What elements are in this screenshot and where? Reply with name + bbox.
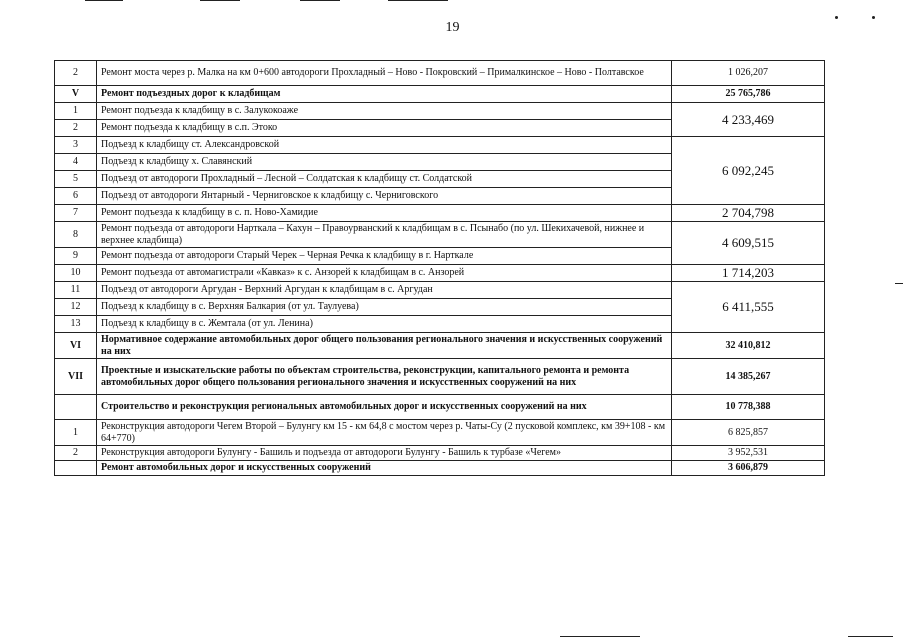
scan-artifact-dot xyxy=(835,16,838,19)
table-row xyxy=(55,137,825,154)
row-description: Ремонт подъезда к кладбищу в с.п. Этоко xyxy=(97,120,672,137)
row-value: 1 026,207 xyxy=(672,61,825,86)
row-description: Ремонт подъезда к кладбищу в с. Залукокоаже xyxy=(97,103,672,120)
row-value: 6 092,245 xyxy=(672,137,825,205)
row-value: 1 714,203 xyxy=(672,265,825,282)
row-description: Подъезд от автодороги Аргудан - Верхний Аргудан к кладбищам в с. Аргудан xyxy=(97,282,672,299)
row-description: Подъезд к кладбищу ст. Александровской xyxy=(97,137,672,154)
row-number: 3 xyxy=(55,137,97,154)
scan-artifact-line xyxy=(300,0,340,1)
row-number: 12 xyxy=(55,299,97,316)
row-number: VI xyxy=(55,333,97,359)
row-number: 7 xyxy=(55,205,97,222)
row-number: 1 xyxy=(55,420,97,446)
row-description: Реконструкция автодороги Чегем Второй – Булунгу км 15 - км 64,8 с мостом через р. Чаты-Су (2 пусковой комплекс, км 39+108 - км 64+770) xyxy=(97,420,672,446)
scan-artifact-line xyxy=(560,636,640,637)
table-row xyxy=(55,395,825,420)
row-number: 2 xyxy=(55,446,97,461)
table-row xyxy=(55,282,825,299)
scan-artifact-line xyxy=(848,636,893,637)
table-row xyxy=(55,222,825,248)
row-number: 9 xyxy=(55,248,97,265)
row-number: 2 xyxy=(55,120,97,137)
row-description: Реконструкция автодороги Булунгу - Башиль и подъезда от автодороги Булунгу - Башиль к турбазе «Чегем» xyxy=(97,446,672,461)
table-row xyxy=(55,333,825,359)
row-description: Ремонт подъезда от автодороги Старый Черек – Черная Речка к кладбищу в г. Нарткале xyxy=(97,248,672,265)
row-value: 6 411,555 xyxy=(672,282,825,333)
row-value: 4 609,515 xyxy=(672,222,825,265)
scan-artifact-dot xyxy=(872,16,875,19)
row-number: V xyxy=(55,86,97,103)
row-value: 6 825,857 xyxy=(672,420,825,446)
row-description: Ремонт автомобильных дорог и искусственных сооружений xyxy=(97,461,672,476)
row-value: 25 765,786 xyxy=(672,86,825,103)
row-number xyxy=(55,461,97,476)
row-description: Строительство и реконструкция региональных автомобильных дорог и искусственных сооружений на них xyxy=(97,395,672,420)
row-description: Подъезд к кладбищу в с. Жемтала (от ул. Ленина) xyxy=(97,316,672,333)
table-row xyxy=(55,359,825,395)
row-description: Ремонт подъезда к кладбищу в с. п. Ново-Хамидие xyxy=(97,205,672,222)
row-value: 32 410,812 xyxy=(672,333,825,359)
scan-artifact-line xyxy=(200,0,240,1)
table-row xyxy=(55,205,825,222)
row-description: Ремонт подъездных дорог к кладбищам xyxy=(97,86,672,103)
table-row xyxy=(55,86,825,103)
row-description: Нормативное содержание автомобильных дорог общего пользования регионального значения и искусственных сооружений на них xyxy=(97,333,672,359)
row-number: 5 xyxy=(55,171,97,188)
table-row xyxy=(55,420,825,446)
table-row xyxy=(55,61,825,86)
table-row xyxy=(55,461,825,476)
row-number: 1 xyxy=(55,103,97,120)
row-value: 2 704,798 xyxy=(672,205,825,222)
row-description: Подъезд от автодороги Прохладный – Лесной – Солдатская к кладбищу ст. Солдатской xyxy=(97,171,672,188)
scan-artifact-line xyxy=(895,283,903,284)
row-description: Ремонт подъезда от автодороги Нарткала – Кахун – Правоурванский к кладбищам в с. Псынабо (по ул. Шекихачевой, нижнее и верхнее кладбища) xyxy=(97,222,672,248)
row-number: 11 xyxy=(55,282,97,299)
row-number: 8 xyxy=(55,222,97,248)
row-description: Ремонт моста через р. Малка на км 0+600 автодороги Прохладный – Ново - Покровский – Прималкинское – Ново - Полтавское xyxy=(97,61,672,86)
row-description: Подъезд к кладбищу х. Славянский xyxy=(97,154,672,171)
row-value: 3 952,531 xyxy=(672,446,825,461)
budget-table xyxy=(54,60,825,476)
row-value: 14 385,267 xyxy=(672,359,825,395)
row-number: VII xyxy=(55,359,97,395)
row-description: Ремонт подъезда от автомагистрали «Кавказ» к с. Анзорей к кладбищам в с. Анзорей xyxy=(97,265,672,282)
row-value: 3 606,879 xyxy=(672,461,825,476)
scan-artifact-line xyxy=(388,0,448,1)
row-description: Проектные и изыскательские работы по объектам строительства, реконструкции, капитального ремонта и ремонта автомобильных дорог общего пользования регионального значения и искусственных сооружений на них xyxy=(97,359,672,395)
row-description: Подъезд к кладбищу в с. Верхняя Балкария (от ул. Таулуева) xyxy=(97,299,672,316)
row-number: 4 xyxy=(55,154,97,171)
page-number: 19 xyxy=(445,20,460,35)
row-number: 2 xyxy=(55,61,97,86)
row-value: 10 778,388 xyxy=(672,395,825,420)
row-number: 13 xyxy=(55,316,97,333)
table-row xyxy=(55,446,825,461)
table-row xyxy=(55,265,825,282)
row-number xyxy=(55,395,97,420)
row-number: 10 xyxy=(55,265,97,282)
scan-artifact-line xyxy=(85,0,123,1)
row-description: Подъезд от автодороги Янтарный - Черниговское к кладбищу с. Черниговского xyxy=(97,188,672,205)
row-number: 6 xyxy=(55,188,97,205)
row-value: 4 233,469 xyxy=(672,103,825,137)
table-row xyxy=(55,103,825,120)
